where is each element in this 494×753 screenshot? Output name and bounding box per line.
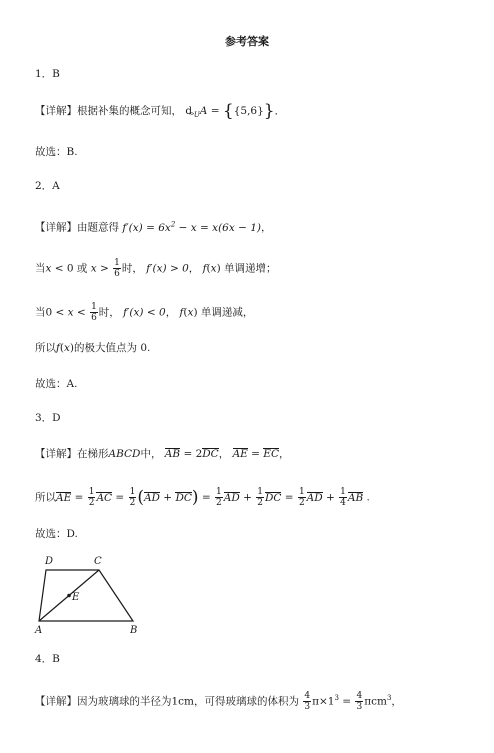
fraction-1-6: $\frac{1}{6}$ — [91, 302, 97, 323]
detail-text: 根据补集的概念可知， — [77, 105, 182, 117]
q1-detail: 【详解】根据补集的概念可知， $ȡ_UA = \{\{5,6\}\}$． — [35, 101, 286, 121]
q3-detail: 【详解】在梯形ABCD中， AB = 2DC， AE = EC， — [35, 448, 290, 460]
q2-decrease-line: 当0 < x < $\frac{1}{6}$ 时， f′(x) < 0， f(x) 单调递减， — [35, 302, 254, 323]
q2-detail: 【详解】由题意得 $f'(x) = 6x^2 - x = x(6x - 1)$， — [35, 220, 272, 234]
line-prefix: 当 — [35, 262, 46, 275]
q3-answer: 3．D — [35, 412, 61, 424]
q1-end: ． — [274, 105, 286, 117]
detail-text: 由题意得 — [77, 221, 119, 234]
complement-symbol: ȡ — [185, 105, 194, 117]
trapezoid-figure — [30, 550, 160, 640]
fraction-1-6: $\frac{1}{6}$ — [114, 258, 120, 279]
line-suffix: 单调递减， — [200, 306, 254, 319]
label-d: D — [45, 556, 54, 567]
detail-mid: ，可得玻璃球的体积为 — [194, 695, 300, 708]
label-c: C — [94, 556, 102, 567]
line-mid: 时， — [121, 262, 143, 275]
set-expr: {5,6} — [233, 105, 264, 117]
q4-answer: 4．B — [35, 653, 60, 665]
label-b: B — [130, 625, 138, 636]
label-e: E — [72, 592, 80, 603]
derivative-positive: f′(x) > 0 — [146, 262, 189, 275]
line-prefix: 当 — [35, 306, 46, 319]
line-suffix: 的极大值点为 0. — [74, 342, 151, 354]
detail-label: 【详解】 — [35, 105, 77, 117]
line-prefix: 所以 — [35, 491, 56, 504]
radius-value: 1cm — [171, 695, 195, 708]
page-title: 参考答案 — [225, 35, 269, 48]
line-prefix: 所以 — [35, 342, 56, 354]
midpoint-e — [67, 594, 71, 598]
q2-answer: 2．A — [35, 180, 60, 192]
volume-unit: πcm — [364, 695, 387, 708]
trapezoid-outline — [39, 570, 133, 621]
q4-end: ， — [391, 695, 402, 708]
q1-answer: 1．B — [35, 68, 60, 80]
detail-text: 因为玻璃球的半径为 — [77, 695, 172, 708]
q3-vector-line: 所以AE = $\frac{1}{2}$ AC = $\frac{1}{2}$ (AD + DC) = $\frac{1}{2}$ AD + $\frac{1}{2}$ DC = $\frac{1}{2}$ AD + $\frac{1}{4}$ AB . — [35, 487, 370, 508]
detail-text: 在梯形 — [77, 448, 109, 460]
complement-sub: U — [193, 111, 200, 120]
detail-label: 【详解】 — [35, 695, 77, 708]
detail-mid: 中， — [140, 448, 162, 460]
q1-choice: 故选：B. — [35, 146, 78, 158]
set-name: A — [199, 105, 208, 117]
detail-label: 【详解】 — [35, 448, 77, 460]
q2-conclusion: 所以f(x)的极大值点为 0. — [35, 342, 151, 354]
label-a: A — [35, 625, 43, 636]
q2-choice: 故选：A. — [35, 378, 78, 390]
q3-choice: 故选：D. — [35, 528, 78, 540]
line-mid: 时， — [98, 306, 120, 319]
line-suffix: 单调递增； — [224, 262, 277, 275]
derivative-negative: f′(x) < 0 — [123, 306, 166, 319]
derivative-expr: $f'(x) = 6x^2 - x = x(6x - 1)$ — [122, 220, 262, 234]
q4-detail: 【详解】因为玻璃球的半径为1cm，可得玻璃球的体积为 $\frac{4}{3}$ $\pi\times 1^3$ = $\frac{4}{3}$ πcm$^3$， — [35, 691, 402, 712]
trapezoid-name: ABCD — [108, 448, 141, 460]
detail-label: 【详解】 — [35, 221, 77, 234]
q2-increase-line: 当x < 0 或 x > $\frac{1}{6}$ 时， f′(x) > 0， f(x) 单调递增； — [35, 258, 277, 279]
